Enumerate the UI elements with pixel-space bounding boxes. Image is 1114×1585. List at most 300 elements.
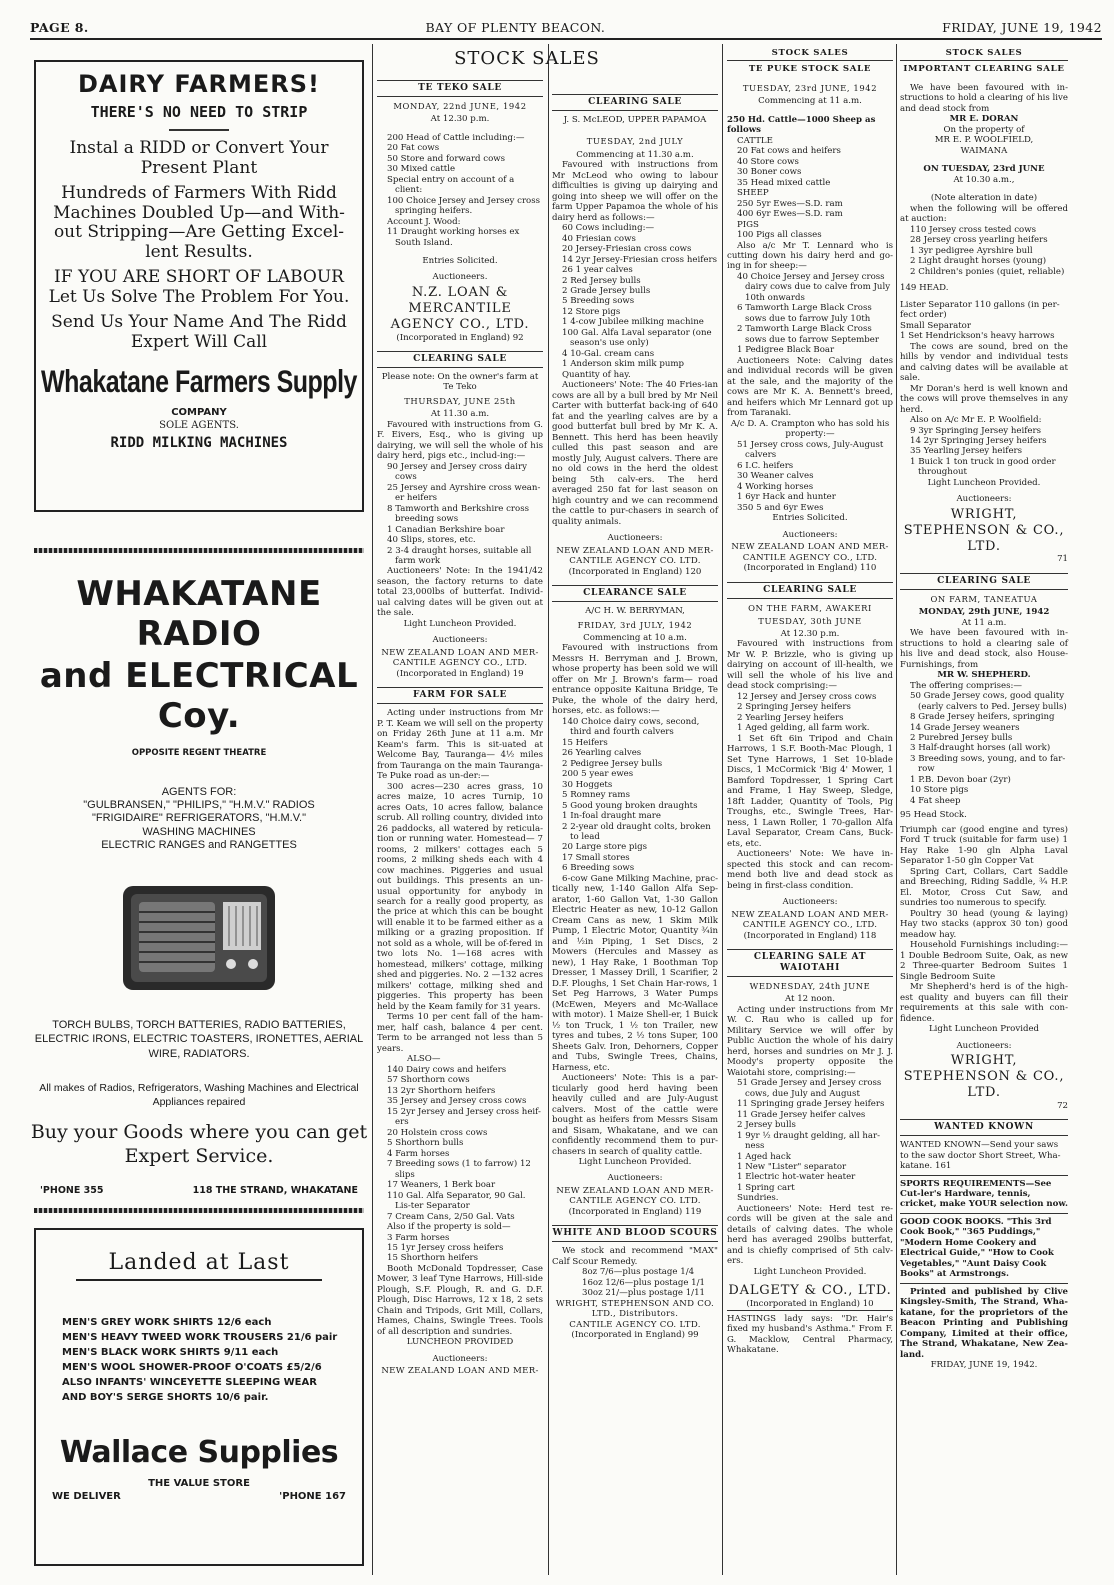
sale-date: WEDNESDAY, 24th JUNE xyxy=(749,980,871,991)
list-item: 11 Springing grade Jersey heifers xyxy=(737,1099,885,1110)
list-item: 8 Tamworth and Berkshire cross breeding sows xyxy=(387,503,530,525)
vendor-name: MR W. SHEPHERD. xyxy=(937,670,1031,681)
list-item: 20 Holstein cross cows xyxy=(387,1127,488,1138)
lot-list xyxy=(727,136,893,241)
sale-time: Commencing at 10 a.m. xyxy=(583,632,687,643)
list-item: 2 Tamworth Large Black Cross sows due to farrow September xyxy=(737,324,879,345)
entries-note: Entries Solicited. xyxy=(422,255,498,266)
notice-text: Favoured with instructions from Mr W. P. Brizzle, who is giving up dairying on account of ill-health, we will sell the whole of his live and dead stock comprising:— xyxy=(727,639,893,692)
paper-title: BAY OF PLENTY BEACON. xyxy=(425,20,606,35)
list-item: 11 Draught working horses ex South Island. xyxy=(387,227,520,248)
list-item: 1 4-cow Jubilee milking machine xyxy=(562,317,704,328)
list-item: 140 Choice dairy cows, second, third and fourth calvers xyxy=(562,716,700,738)
incorporation-note: (Incorporated in England) 120 xyxy=(568,566,702,577)
list-item: 350 5 and 6yr Ewes xyxy=(737,502,824,513)
equipment-line: Lister Separator 110 gallons (in per-fect order) xyxy=(900,299,1060,321)
list-item: 1 9yr ½ draught gelding, all har-ness xyxy=(737,1130,881,1152)
notice-text: Household Furnishings including:— 1 Double Bedroom Suite, Oak, as new 2 Three-quarter Bedroom Suites 1 Single Bedroom Suite xyxy=(900,940,1068,982)
phone-number: 'PHONE 167 xyxy=(279,1491,346,1502)
list-item: 51 Jersey cross cows, July-August calvers xyxy=(737,439,884,461)
list-item: 25 Jersey and Ayrshire cross wean-er heifers xyxy=(387,482,541,504)
ornament-rule xyxy=(34,1208,364,1213)
stock-sales-column-4 xyxy=(900,48,1068,1575)
agent-line: WASHING MACHINES xyxy=(142,825,256,838)
advert-headline: Landed at Last xyxy=(76,1250,322,1281)
incorporation-note: (Incorporated in England) 92 xyxy=(396,332,524,343)
auctioneers-label: Auctioneers: xyxy=(782,529,838,540)
list-item: 20 Fat cows xyxy=(387,143,440,154)
list-item: 4 Working horses xyxy=(737,481,814,492)
list-item: 2 Jersey bulls xyxy=(737,1120,796,1131)
list-item: 1 Anderson skim milk pump xyxy=(562,359,685,370)
list-item: 6 Breeding sows xyxy=(562,863,635,874)
list-item: 15 2yr Jersey and Jersey cross heif-ers xyxy=(387,1106,541,1128)
list-item: 20 Fat cows and heifers xyxy=(737,146,841,157)
vendor-name: J. S. McLEOD, UPPER PAPAMOA xyxy=(563,114,707,125)
incorporation-note: (Incorporated in England) 118 xyxy=(743,930,877,941)
list-item: 15 1yr Jersey cross heifers xyxy=(387,1242,504,1253)
list-item: 1 3yr pedigree Ayrshire bull xyxy=(910,245,1033,256)
advert-text: Hundreds of Farmers With Ridd Machines Doubled Up—and With-out Stripping—Are Getting Excel-lent Results. xyxy=(53,183,345,262)
advert-text: Send Us Your Name And The Ridd Expert Will Call xyxy=(51,312,347,352)
notice-text: Mr Shepherd's herd is of the high-est quality and buyers can fill their requirements at this sale with con-fidence. xyxy=(900,982,1068,1024)
list-item: 7 Breeding sows (1 to farrow) 12 slips xyxy=(387,1159,531,1180)
clothing-list xyxy=(62,1315,362,1405)
notice-text: Terms 10 per cent fall of the ham-mer, half cash, balance 4 per cent. Term to be arranged not less than 5 years. xyxy=(377,1012,543,1054)
auctioneer-firm: WRIGHT, STEPHENSON & CO., LTD. xyxy=(903,506,1065,554)
list-item: 5 Breeding sows xyxy=(562,296,635,307)
list-item: 30 Mixed cattle xyxy=(387,164,456,175)
luncheon-note: Light Luncheon Provided. xyxy=(927,477,1041,488)
column-rule xyxy=(548,44,549,1575)
list-item: 100 Pigs all classes xyxy=(737,230,822,241)
auctioneers-label: Auctioneers. xyxy=(432,272,488,283)
sale-location: ON THE FARM, AWAKERI xyxy=(748,602,872,613)
notice-text: We stock and recommend "MAX" Calf Scour Remedy. xyxy=(552,1246,718,1267)
list-item: 1 6yr Hack and hunter xyxy=(737,492,836,503)
list-item: 40 Friesian cows xyxy=(562,233,636,244)
auctioneers-note: Auctioneers' Note: Herd test re-cords will be given at the sale and details of calving dates. The whole herd has averaged 290lbs butterfat, and is chiefly comprised of 5th calv-ers. xyxy=(727,1203,893,1267)
list-item: 1 Buick 1 ton truck in good order throughout xyxy=(910,456,1056,478)
list-item: 60 Cows including:— xyxy=(562,223,655,234)
notice-text: Spring Cart, Collars, Cart Saddle and Breeching, Riding Saddle, ¾ H.P. El. Motor, Cross Cut Saw, and sundries too numerous to specify. xyxy=(900,866,1068,909)
lot-list xyxy=(900,426,1068,478)
list-item: 9 3yr Springing Jersey heifers xyxy=(910,425,1042,436)
advert-headline: and ELECTRICAL Coy. xyxy=(39,656,359,736)
product-name: RIDD MILKING MACHINES xyxy=(110,435,288,452)
radio-electrical-advert xyxy=(30,568,368,1208)
list-item: Also if the property is sold— xyxy=(387,1222,511,1233)
list-item: 30 Boner cows xyxy=(737,167,802,178)
notice-heading: TE PUKE STOCK SALE xyxy=(748,64,872,75)
list-item: 30 Weaner calves xyxy=(737,471,814,482)
notice-text: Mr Doran's herd is well known and the cows will prove themselves in any herd. xyxy=(900,383,1068,415)
list-item: 4 10-Gal. cream cans xyxy=(562,348,655,359)
list-item: 40 Store cows xyxy=(737,156,799,167)
list-item: 4 Farm horses xyxy=(387,1148,450,1159)
advert-headline: WHAKATANE RADIO xyxy=(76,574,322,654)
classified-notice: GOOD COOK BOOKS. "This 3rd Cook Book," "365 Puddings," "Modern Home Cookery and Electrical Guide," "How to Cook Vegetables," "Aunt Daisy Cook Books" at Armstrongs. xyxy=(900,1217,1068,1284)
list-item: 1 P.B. Devon boar (2yr) xyxy=(910,774,1011,785)
notice-number: 71 xyxy=(1057,554,1068,565)
agent-line: "GULBRANSEN," "PHILIPS," "H.M.V." RADIOS xyxy=(83,799,315,812)
list-item: 400 6yr Ewes—S.D. ram xyxy=(737,209,843,220)
luncheon-note: Light Luncheon Provided xyxy=(928,1024,1040,1035)
list-item: 2 Purebred Jersey bulls xyxy=(910,732,1013,743)
list-item: 30oz 21/—plus postage 1/11 xyxy=(582,1288,705,1299)
list-item: 200 Head of Cattle including:— xyxy=(387,132,525,143)
list-item: MEN'S BLACK WORK SHIRTS 9/11 each xyxy=(62,1347,279,1358)
notice-text: when the following will be offered at auction: xyxy=(900,203,1068,225)
notice-heading: CLEARANCE SALE xyxy=(552,585,718,602)
list-item: 5 Shorthorn bulls xyxy=(387,1138,464,1149)
notice-heading: IMPORTANT CLEARING SALE xyxy=(903,64,1065,75)
auctioneers-label: Auctioneers: xyxy=(956,1040,1012,1051)
auctioneer-firm: DALGETY & CO., LTD. xyxy=(728,1283,892,1299)
list-item: 1 New "Lister" separator xyxy=(737,1161,847,1172)
lot-list xyxy=(377,462,543,567)
column-rule xyxy=(372,44,373,1575)
list-item: CATTLE xyxy=(737,135,773,146)
advert-text: IF YOU ARE SHORT OF LABOUR Let Us Solve The Problem For You. xyxy=(48,267,350,307)
list-item: 2 Pedigree Jersey bulls xyxy=(562,758,663,769)
notice-text: Booth McDonald Topdresser, Case Mower, 3 leaf Tyne Harrows, Hill-side Plough, S.F. Plough, R. and G. D.F. Plough, Disc Harrows, 12 x 18, 2 sets Chain and Tripods, Grit Mill, Collars, Hames, Chains, Swingle Trees. Tools of all description and sundries. xyxy=(377,1263,543,1337)
advert-subhead: THERE'S NO NEED TO STRIP xyxy=(90,103,308,121)
list-item: 15 Shorthorn heifers xyxy=(387,1253,479,1264)
list-item: 14 Grade Jersey weaners xyxy=(910,722,1020,733)
section-title: STOCK SALES xyxy=(900,48,1068,61)
sale-date: TUESDAY, 30th JUNE xyxy=(758,615,862,626)
list-item: 11 Grade Jersey heifer calves xyxy=(737,1109,866,1120)
sale-date: TUESDAY, 2nd JULY xyxy=(586,136,684,147)
incorporation-note: (Incorporated in England) 110 xyxy=(743,563,877,574)
repair-notice: All makes of Radios, Refrigerators, Washing Machines and Electrical Appliances repaired xyxy=(39,1081,359,1108)
notice-heading: TE TEKO SALE xyxy=(377,80,543,97)
notice-text: The cows are sound, bred on the hills by vendor and individual tests and calving dates will be available at sale. xyxy=(900,341,1068,384)
divider xyxy=(169,129,229,131)
contact-line xyxy=(52,1491,346,1502)
advertiser-name: Whakatane Farmers Supply xyxy=(41,364,357,400)
sale-time: At 12.30 p.m. xyxy=(780,629,840,639)
list-item: 110 Jersey cross tested cows xyxy=(910,224,1036,235)
auctioneers-note: Auctioneers' Note: In the 1941/42 season, the factory returns to date total 23,000lbs of butterfat. Individ-ual calving dates will be given out at the sale. xyxy=(377,566,543,619)
list-item: 100 Choice Jersey and Jersey cross springing heifers. xyxy=(387,195,541,217)
agent-line: "FRIGIDAIRE" REFRIGERATORS, "H.M.V." xyxy=(91,812,307,825)
classified-notice: SPORTS REQUIREMENTS—See Cut-ler's Hardware, tennis, cricket, make YOUR selection now. xyxy=(900,1179,1068,1214)
incorporation-note: (Incorporated in England) 119 xyxy=(568,1206,702,1217)
notice-text: 1 Set 6ft 6in Tripod and Chain Harrows, 1 S.F. Booth-Mac Plough, 1 Set Tyne Harrows, 1 Set 10-blade Discs, 1 McCormick 'Big 4' Mower, 1 Bamford Topdresser, 1 Spring Cart and Frame, 1 Hay Sweep, Sledge, 18ft Ladder, Quantity of Tools, Pig Troughs, etc., Swingle Trees, Har-ness, 1 Lawn Roller, 1 70-gallon Alfa Laval Separator, Cream Cans, Buck-ets, etc. xyxy=(727,733,893,849)
agent-line: ELECTRIC RANGES and RANGETTES xyxy=(101,838,297,851)
sale-time: Commencing at 11 a.m. xyxy=(758,96,862,107)
product-list: TORCH BULBS, TORCH BATTERIES, RADIO BATTERIES, ELECTRIC IRONS, ELECTRIC TOASTERS, IRONETTES, AERIAL WIRE, RADIATORS. xyxy=(34,1018,364,1060)
list-item: 35 Jersey and Jersey cross cows xyxy=(387,1096,527,1107)
list-item: 1 Canadian Berkshire boar xyxy=(387,524,505,535)
advertiser-company: COMPANY xyxy=(171,407,227,419)
dairy-farmers-advert xyxy=(34,60,364,512)
list-item: Account J. Wood: xyxy=(387,216,461,227)
sale-date: FRIDAY, 3rd JULY, 1942 xyxy=(577,619,693,630)
advert-headline: DAIRY FARMERS! xyxy=(77,70,320,98)
notice-text: Acting under instructions from Mr P. T. Keam we will sell on the property on Friday 26th June at 11 a.m. Mr Keam's farm. This is sit-uated at Welcome Bay, Tauranga— 4½ miles from Tauranga on the main Tauranga-Te Puke road as un-der:— xyxy=(377,708,543,782)
imprint: Printed and published by Clive Kingsley-Smith, The Strand, Wha-katane, for the proprietors of the Beacon Printing and Publishing Company, Limited at their office, The Strand, Whakatane, New Zea-land. xyxy=(900,1286,1068,1360)
list-item: 12 Store pigs xyxy=(562,306,621,317)
also-label: ALSO— xyxy=(407,1054,441,1065)
notice-text: Triumph car (good engine and tyres) Ford T truck (suitable for farm use) 1 Hay Rake 1-90 gln Alpha Laval Separator 1-50 gln Copper Vat xyxy=(900,824,1068,867)
list-item: 1 Spring cart xyxy=(737,1182,795,1193)
sale-location: ON FARM, TANEATUA xyxy=(930,593,1038,604)
tagline: THE VALUE STORE xyxy=(148,1478,250,1489)
auctioneers-label: Auctioneers: xyxy=(956,494,1012,505)
list-item: 17 Small stores xyxy=(562,852,630,863)
head-count: 95 Head Stock. xyxy=(900,810,967,821)
notice-text: We have been favoured with in-structions to hold a clearing sale of his live and dead stock, also House-Furnishings, from xyxy=(900,628,1068,670)
list-item: 10 Store pigs xyxy=(910,785,969,796)
list-item: 2 2-year old draught colts, broken to lead xyxy=(562,821,711,842)
list-item: 2 Springing Jersey heifers xyxy=(737,702,851,713)
list-item: 14 2yr Jersey-Friesian cross heifers xyxy=(562,254,717,265)
account-note: Also on A/c Mr E. P. Woolfield: xyxy=(910,415,1042,426)
list-item: 3 Half-draught horses (all work) xyxy=(910,743,1051,754)
list-item: 1 Electric hot-water heater xyxy=(737,1172,856,1183)
account-note: A/c D. A. Crampton who has sold his property:— xyxy=(730,418,890,440)
sale-time: At 11.30 a.m. xyxy=(430,409,490,420)
list-item: 1 Aged hack xyxy=(737,1151,791,1162)
auctioneer-firm: NEW ZEALAND LOAN AND MER- xyxy=(381,1366,539,1377)
sale-date: ON TUESDAY, 23rd JUNE xyxy=(923,164,1045,175)
property-owner: MR E. P. WOOLFIELD, xyxy=(934,135,1034,146)
list-item: MEN'S GREY WORK SHIRTS 12/6 each xyxy=(62,1317,272,1328)
list-item: 50 Grade Jersey cows, good quality (early calvers to Ped. Jersey bulls) xyxy=(910,691,1067,712)
sale-time: At 12 noon. xyxy=(784,994,836,1005)
auctioneers-note: Auctioneers' Note: We have in-spected this stock and can recom-mend both live and dead stock as being in first-class condition. xyxy=(727,849,893,891)
address: 118 THE STRAND, WHAKATANE xyxy=(192,1184,358,1196)
list-item: MEN'S HEAVY TWEED WORK TROUSERS 21/6 pair xyxy=(62,1332,338,1343)
list-item: 100 Gal. Alfa Laval separator (one season's use only) xyxy=(562,327,712,349)
advert-column xyxy=(30,50,368,1570)
incorporation-note: (Incorporated in England) 99 xyxy=(571,1330,699,1341)
list-item: 3 Breeding sows, young, and to far-row xyxy=(910,753,1066,775)
lot-list xyxy=(727,440,893,513)
luncheon-note: Light Luncheon Provided. xyxy=(578,1157,692,1167)
list-item: 35 Head mixed cattle xyxy=(737,177,831,188)
list-item: 35 Yearling Jersey heifers xyxy=(910,446,1023,457)
property-label: On the property of xyxy=(943,124,1025,135)
list-item: 7 Cream Cans, 2/50 Gal. Vats xyxy=(387,1211,515,1222)
list-item: 5 Romney rams xyxy=(562,790,630,801)
notice-text: We have been favoured with in-structions to hold a clearing of his live and dead stock from xyxy=(900,82,1068,114)
auctioneer-firm: NEW ZEALAND LOAN AND MER-CANTILE AGENCY CO., LTD. xyxy=(731,542,889,563)
list-item: 8oz 7/6—plus postage 1/4 xyxy=(582,1267,695,1278)
list-item: 50 Store and forward cows xyxy=(387,153,506,164)
auctioneers-label: Auctioneers: xyxy=(432,1353,488,1364)
list-item: 1 In-foal draught mare xyxy=(562,811,661,822)
list-item: 4 Fat sheep xyxy=(910,795,961,806)
notice-text: Also a/c Mr T. Lennard who is cutting down his dairy herd and go-ing in for sheep:— xyxy=(727,240,893,272)
list-item: 14 2yr Springing Jersey heifers xyxy=(910,435,1047,446)
column-rule xyxy=(896,44,897,1575)
ornament-rule xyxy=(34,548,364,553)
list-item: 140 Dairy cows and heifers xyxy=(387,1064,507,1075)
list-item: AND BOY'S SERGE SHORTS 10/6 pair. xyxy=(62,1392,269,1403)
list-item: 20 Jersey-Friesian cross cows xyxy=(562,244,692,255)
notice-heading: CLEARING SALE xyxy=(377,351,543,368)
notice-text: Poultry 30 head (young & laying) Hay two stacks (approx 30 ton) good meadow hay. xyxy=(900,908,1068,940)
list-item: 28 Jersey cross yearling heifers xyxy=(910,235,1048,246)
notice-text: Favoured with instructions from Mr McLeod who owing to labour difficulties is giving up dairying and going into sheep we will offer on the farm Upper Papamoa the whole of his dairy herd as follows:— xyxy=(552,160,718,223)
lot-list xyxy=(727,272,893,356)
imprint-date: FRIDAY, JUNE 19, 1942. xyxy=(930,1360,1038,1371)
incorporation-note: (Incorporated in England) 19 xyxy=(396,668,524,679)
agents-list xyxy=(30,786,368,852)
sale-location: Please note: On the owner's farm at Te Teko xyxy=(381,371,539,393)
stock-sales-column-2 xyxy=(552,86,718,1575)
auctioneer-firm: N.Z. LOAN & MERCANTILE AGENCY CO., LTD. xyxy=(390,284,530,332)
list-item: 40 Choice Jersey and Jersey cross dairy cows due to calve from July 10th onwards xyxy=(737,271,891,303)
distributor-firm: WRIGHT, STEPHENSON AND CO. LTD., Distributors. xyxy=(555,1298,715,1320)
auctioneers-note: Auctioneers' Note: The 40 Fries-ian cows are all by a bull bred by Mr Neil Carter with butterfat back-ing of 640 fat and the yearling calves are by a good butterfat bull bred by Mr K. A. Bennett. This herd has been heavily culled this past season and are mostly July, August calvers. There are no old cows in the herd the oldest being 5th calv-ers. The herd averaged 250 fat for last season on high country and we can recommend the cattle to pur-chasers in search of quality animals. xyxy=(552,380,718,527)
delivery-note: WE DELIVER xyxy=(52,1491,121,1502)
notice-text: Acting under instructions from Mr W. C. Rau who is called up for Military Service we will offer by Public Auction the whole of his dairy herd, horses and sundries on Mr J. J. Moody's property opposite the Waiotahi store, comprising:— xyxy=(727,1004,893,1078)
luncheon-note: Light Luncheon Provided. xyxy=(403,618,517,629)
agency-firm: CANTILE AGENCY CO. LTD. xyxy=(569,1319,701,1330)
notice-heading: CLEARING SALE AT WAIOTAHI xyxy=(727,949,893,977)
stock-sales-column-3 xyxy=(727,48,893,1575)
list-item: Quantity of hay. xyxy=(562,369,631,380)
location: OPPOSITE REGENT THEATRE xyxy=(131,748,267,758)
list-item: 13 2yr Shorthorn heifers xyxy=(387,1085,496,1096)
price-list xyxy=(552,1267,718,1298)
sale-date: MONDAY, 29th JUNE, 1942 xyxy=(918,607,1050,618)
vendor-name: MR E. DORAN xyxy=(949,114,1019,125)
list-item: 90 Jersey and Jersey cross dairy cows xyxy=(387,461,527,483)
list-item: 16oz 12/6—plus postage 1/1 xyxy=(582,1277,705,1288)
notice-heading: CLEARING SALE xyxy=(552,94,718,111)
auctioneer-firm: WRIGHT, STEPHENSON & CO., LTD. xyxy=(903,1053,1065,1100)
lot-summary: 250 Hd. Cattle—1000 Sheep as follows xyxy=(727,114,876,136)
advert-slogan: Buy your Goods where you can get Expert Service. xyxy=(30,1121,368,1167)
notice-text: 300 acres—230 acres grass, 10 acres maize, 10 acres Turnip, 10 acres Oats, 10 acres fallow, balance scrub. All rolling country, divided into 26 paddocks, all watered by reticula-tion or running water. Homestead— 7 rooms, 2 milkers' cottages each 5 rooms, 2 milking sheds each with 4 cow machines. Piggeries and usual out buildings. This presents an un-usual opportunity for anybody in search for a really good property, as the price at which this can be bought will enable it to be farmed either as a milking or a grazing proposition. If not sold as a whole, will be of-fered in two lots No. 1—168 acres with homestead, milkers' cottage, milking shed and piggeries. No. 2 —132 acres milkers' cottage, milking shed and piggeries. This property has been held by the Keam family for 31 years. xyxy=(377,781,543,1012)
sale-time: Commencing at 11.30 a.m. xyxy=(576,149,694,160)
luncheon-note: LUNCHEON PROVIDED xyxy=(406,1337,514,1348)
lot-list xyxy=(377,133,543,248)
sole-agents: SOLE AGENTS. xyxy=(159,420,239,432)
notice-text: 6-cow Gane Milking Machine, prac-tically new, 1-140 Gallon Alfa Sep-arator, 1-60 Gallon Vat, 1-30 Gallon Electric Heater as new, 10-12 Gallon Cream Cans as new, 1 Skim Milk Pump, 1 Electric Motor, Quantity ¾in and ½in Piping, 1 Set Discs, 2 Mowers (Hercules and Massey as new), 1 Hay Rake, 1 Boothman Top Dresser, 1 Massey Drill, 1 Scarifier, 2 D.F. Ploughs, 1 Set Chain Har-rows, 1 Set Peg Harrows, 3 Water Pumps (McEwen, Meyers and Mc-Wallace with motor). 1 Maize Shell-er, 1 Buick ½ ton Truck, 1 ½ ton Trailer, new tyres and tubes, 2 ½ tons Super, 100 Sheets Galv. Iron, Dehorners, Copper and Tubs, Swingle Trees, Chains, Harness, etc. xyxy=(552,873,718,1073)
notice-text: Favoured with instructions from Messrs H. Berryman and J. Brown, whose property has been sold we will offer on Mr J. Brown's farm— road entrance opposite Kaituna Bridge, Te Puke, the whole of the dairy herd, horses, etc. as follows:— xyxy=(552,643,718,717)
list-item: 2 Children's ponies (quiet, reliable) xyxy=(910,266,1065,277)
list-item: 1 Pedigree Black Boar xyxy=(737,345,835,356)
notice-heading: WHITE AND BLOOD SCOURS xyxy=(552,1225,718,1242)
offering-label: The offering comprises:— xyxy=(910,680,1022,691)
sale-date: MONDAY, 22nd JUNE, 1942 xyxy=(393,100,527,111)
list-item: 6 I.C. heifers xyxy=(737,460,794,471)
sale-time: At 10.30 a.m., xyxy=(953,174,1015,185)
list-item: 6 Tamworth Large Black Cross sows due to farrow July 10th xyxy=(737,303,872,324)
agents-heading: AGENTS FOR: xyxy=(161,786,237,798)
notice-number: 72 xyxy=(1057,1100,1068,1111)
list-item: 250 5yr Ewes—S.D. ram xyxy=(737,198,843,209)
list-item: 30 Hoggets xyxy=(562,779,613,790)
page-number: PAGE 8. xyxy=(30,20,89,35)
list-item: 51 Grade Jersey and Jersey cross cows, due July and August xyxy=(737,1078,882,1099)
sale-time: At 11 a.m. xyxy=(961,617,1007,628)
list-item: 26 1 year calves xyxy=(562,265,633,276)
list-item: 2 Red Jersey bulls xyxy=(562,275,641,286)
advertiser-name: Wallace Supplies xyxy=(59,1435,339,1470)
vendor-name: A/C H. W. BERRYMAN, xyxy=(585,606,685,617)
lot-list xyxy=(900,691,1068,806)
auctioneer-firm: NEW ZEALAND LOAN AND MER-CANTILE AGENCY CO., LTD. xyxy=(381,647,539,669)
notice-heading: WANTED KNOWN xyxy=(900,1119,1068,1136)
radio-set-illustration xyxy=(119,876,279,996)
list-item: MEN'S WOOL SHOWER-PROOF O'COATS £5/2/6 xyxy=(62,1362,322,1373)
column-rule xyxy=(722,44,723,1575)
auctioneer-firm: NEW ZEALAND LOAN AND MER-CANTILE AGENCY CO., LTD. xyxy=(731,909,889,931)
lot-list xyxy=(900,225,1068,277)
list-item: 3 Farm horses xyxy=(387,1232,450,1243)
equipment-line: 1 Set Hendrickson's heavy harrows xyxy=(900,331,1055,342)
list-item: 2 Grade Jersey bulls xyxy=(562,286,651,296)
list-item: 2 Yearling Jersey heifers xyxy=(737,712,844,723)
section-title: STOCK SALES xyxy=(454,48,600,69)
incorporation-note: (Incorporated in England) 10 xyxy=(746,1299,874,1310)
list-item: 57 Shorthorn cows xyxy=(387,1075,470,1086)
list-item: 17 Weaners, 1 Berk boar xyxy=(387,1180,496,1191)
classified-notice: WANTED KNOWN—Send your saws to the saw doctor Short Street, Wha-katane. 161 xyxy=(900,1140,1068,1175)
list-item: 2 Light draught horses (young) xyxy=(910,256,1047,267)
equipment-line: Small Separator xyxy=(900,320,971,331)
auctioneers-note: Auctioneers' Note: This is a par-ticularly good herd having been heavily culled and are July-August calvers. Most of the cattle were bought as heifers from Messrs Sisam and Sisam, Whakatane, and we can confidently recommend them to pur-chasers in search of quality cattle. xyxy=(552,1073,718,1157)
advert-text: Instal a RIDD or Convert Your Present Plant xyxy=(69,138,329,178)
auctioneer-firm: NEW ZEALAND LOAN AND MER-CANTILE AGENCY CO. LTD. xyxy=(556,1185,714,1207)
list-item: Sundries. xyxy=(737,1193,779,1204)
auctioneers-label: Auctioneers: xyxy=(432,635,488,646)
list-item: 12 Jersey and Jersey cross cows xyxy=(737,691,877,702)
auctioneers-label: Auctioneers: xyxy=(607,533,663,544)
sale-date: TUESDAY, 23rd JUNE, 1942 xyxy=(742,82,878,93)
list-item: 110 Gal. Alfa Separator, 90 Gal. Lis-ter Separator xyxy=(387,1190,526,1212)
list-item: 5 Good young broken draughts xyxy=(562,800,698,811)
sale-location: WAIMANA xyxy=(960,145,1008,156)
lot-list xyxy=(727,1078,893,1204)
entries-note: Entries Solicited. xyxy=(772,513,848,524)
classified-notice: HASTINGS lady says: "Dr. Hair's fixed my husband's Asthma." From F. G. Macklow, Central Pharmacy, Whakatane. xyxy=(727,1310,893,1356)
list-item: 8 Grade Jersey heifers, springing xyxy=(910,712,1055,723)
lot-list xyxy=(552,717,718,874)
auctioneers-label: Auctioneers: xyxy=(782,897,838,908)
list-item: Special entry on account of a client: xyxy=(387,174,515,196)
sale-date: THURSDAY, JUNE 25th xyxy=(404,395,516,406)
issue-date: FRIDAY, JUNE 19, 1942 xyxy=(942,20,1102,35)
phone-number: 'PHONE 355 xyxy=(40,1184,104,1196)
list-item: 15 Heifers xyxy=(562,737,608,748)
wallace-supplies-advert xyxy=(34,1228,364,1566)
list-item: 1 Aged gelding, all farm work. xyxy=(737,723,870,734)
lot-list xyxy=(552,223,718,380)
list-item: 26 Yearling calves xyxy=(562,748,642,759)
notice-heading: CLEARING SALE xyxy=(727,582,893,599)
notice-text: Favoured with instructions from G. F. Eivers, Esq., who is giving up dairying, we will sell the whole of his dairy herd, pigs etc., includ-ing:— xyxy=(377,419,543,462)
auctioneer-firm: NEW ZEALAND LOAN AND MER-CANTILE AGENCY CO. LTD. xyxy=(556,545,714,567)
masthead xyxy=(30,18,1102,40)
contact-line xyxy=(40,1185,358,1196)
list-item: 40 Slips, stores, etc. xyxy=(387,535,476,546)
list-item: 20 Large store pigs xyxy=(562,842,648,853)
sale-time: At 12.30 p.m. xyxy=(430,114,490,125)
notice-heading: FARM FOR SALE xyxy=(377,687,543,704)
list-item: SHEEP xyxy=(737,188,769,199)
section-title: STOCK SALES xyxy=(727,48,893,61)
auctioneers-label: Auctioneers: xyxy=(607,1173,663,1184)
